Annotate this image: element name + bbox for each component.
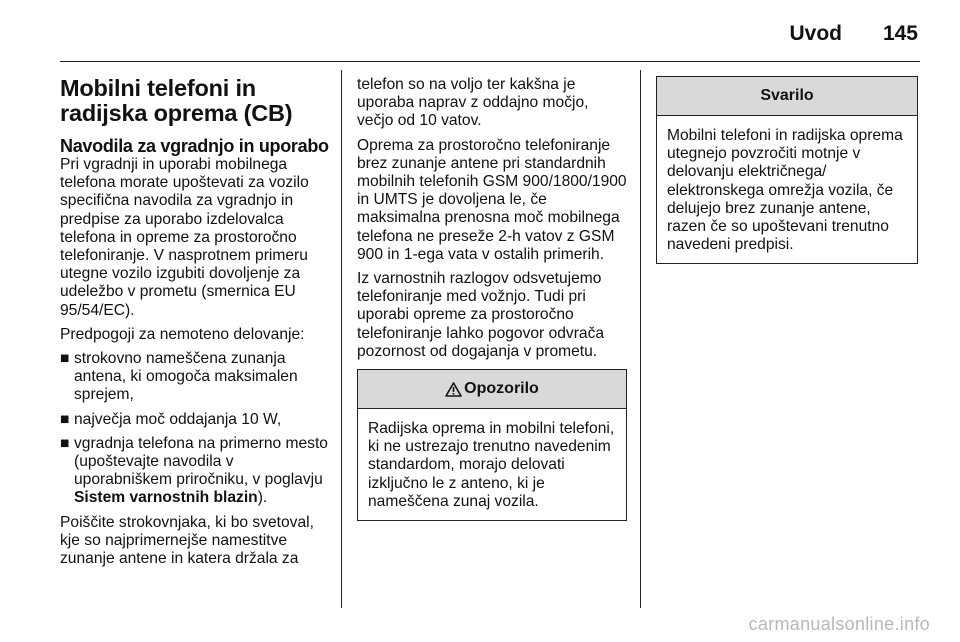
warning-box-header	[358, 370, 626, 409]
warning-text: Radijska oprema in mobilni telefoni, ki ne ustrezajo trenutno navedenim standardom, morajo delovati izključno le z anteno, ki je nameščena zunaj vozila.	[368, 420, 615, 510]
warning-triangle-icon	[445, 382, 462, 397]
section-title: Uvod	[789, 22, 842, 45]
caution-box-header	[657, 77, 917, 116]
list-item-text: največja moč oddajanja 10 W,	[74, 410, 282, 428]
column-divider-1	[341, 70, 342, 608]
list-item	[60, 411, 330, 429]
caution-text: Mobilni telefoni in radijska oprema utegnejo povzročiti motnje v delovanju električnega/ elektronskega omrežja vozila, če delujejo brez zunanje antene, razen če so upoštevani trenutno navedeni predpisi.	[667, 127, 903, 254]
list-item-text: strokovno nameščena zunanja antena, ki omogoča maksimalen sprejem,	[74, 350, 298, 404]
list-item	[60, 350, 330, 405]
column-1	[60, 76, 330, 574]
cross-reference-link[interactable]: Sistem varnostnih blazin	[74, 489, 258, 507]
bullet-icon: ■	[60, 434, 70, 452]
list-item-text-end: ).	[257, 489, 268, 507]
advice-paragraph: Poiščite strokovnjaka, ki bo svetoval, kje so najprimernejše namestitve zunanje antene in katera držala za	[60, 513, 314, 568]
warning-box	[357, 369, 627, 521]
bullet-icon: ■	[60, 410, 70, 428]
watermark-logo: carmanualsonline.info	[748, 614, 930, 634]
warning-title: Opozorilo	[464, 379, 539, 397]
list-item	[60, 435, 330, 508]
handsfree-paragraph: Oprema za prostoročno telefoniranje brez zunanje antene pri standardnih mobilnih telefonih GSM 900/1800/1900 in UMTS je dovoljena le, če maksimalna prenosna moč mobilnega telefona ne preseže 2-h vatov z GSM 900 in 1-ega vata v ostalih primerih.	[357, 136, 627, 263]
column-3	[656, 76, 918, 264]
list-item-text: vgradnja telefona na primerno mesto (upoštevajte navodila v uporabniškem priročniku, v poglavju	[74, 434, 328, 489]
column-divider-2	[640, 70, 641, 608]
header-rule	[60, 61, 920, 62]
page-number: 145	[882, 22, 918, 45]
page-header	[0, 0, 960, 62]
continued-paragraph: telefon so na voljo ter kakšna je uporaba naprav z oddajno močjo, večjo od 10 vatov.	[357, 76, 589, 130]
safety-paragraph: Iz varnostnih razlogov odsvetujemo telefoniranje med vožnjo. Tudi pri uporabi opreme za prostoročno telefoniranje lahko pogovor odvrača pozornost od dogajanja v prometu.	[357, 270, 605, 360]
caution-title: Svarilo	[760, 86, 814, 104]
prerequisites-list	[60, 350, 330, 508]
section-subtitle: Navodila za vgradnjo in uporabo	[60, 136, 329, 156]
column-2	[357, 76, 627, 521]
prerequisites-paragraph: Predpogoji za nemoteno delovanje:	[60, 325, 305, 343]
caution-box	[656, 76, 918, 264]
chapter-title: Mobilni telefoni in radijska oprema (CB)	[60, 75, 293, 126]
intro-paragraph: Pri vgradnji in uporabi mobilnega telefona morate upoštevati za vozilo specifična navodila za vgradnjo in predpise za uporabo izdelovalca telefona in opreme za prostoročno telefoniranje. V nasprotnem primeru utegne vozilo izgubiti dovoljenje za udeležbo v prometu (smernica EU 95/54/EC).	[60, 156, 309, 319]
bullet-icon: ■	[60, 350, 70, 368]
